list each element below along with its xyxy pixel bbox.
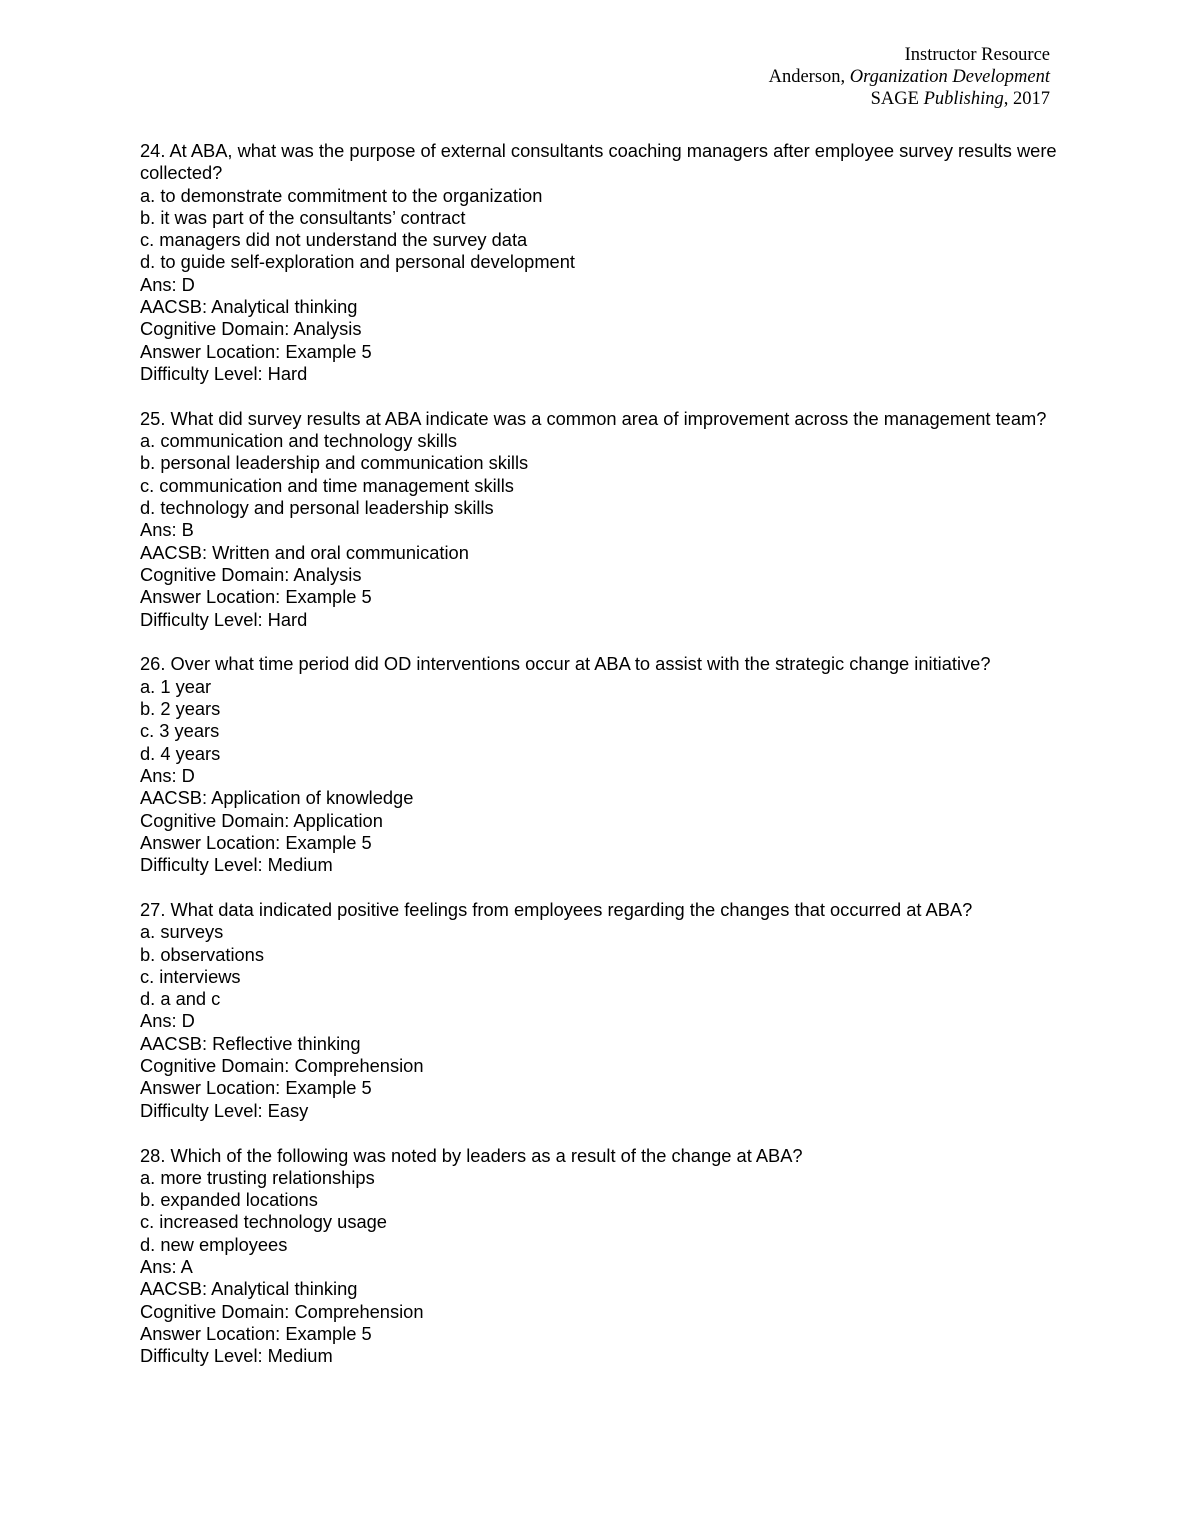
option-b: b. observations [140, 943, 264, 965]
option-c: c. communication and time management skills [140, 474, 514, 496]
aacsb-tag: AACSB: Reflective thinking [140, 1032, 361, 1054]
option-a: a. 1 year [140, 675, 212, 697]
option-a: a. to demonstrate commitment to the organization [140, 184, 543, 206]
cognitive-domain: Cognitive Domain: Application [140, 809, 383, 831]
answer-key: Ans: D [140, 764, 195, 786]
option-c: c. 3 years [140, 720, 220, 742]
difficulty-level: Difficulty Level: Medium [140, 1345, 333, 1367]
option-b: b. personal leadership and communication skills [140, 452, 529, 474]
header-imprint: Publishing [923, 89, 1004, 110]
header-author-title [769, 66, 1050, 88]
answer-location: Answer Location: Example 5 [140, 586, 372, 608]
answer-key: Ans: A [140, 1256, 193, 1278]
option-d: d. 4 years [140, 742, 221, 764]
question-stem: 28. Which of the following was noted by leaders as a result of the change at ABA? [140, 1144, 803, 1166]
difficulty-level: Difficulty Level: Medium [140, 854, 333, 876]
answer-location: Answer Location: Example 5 [140, 831, 372, 853]
option-d: d. new employees [140, 1233, 288, 1255]
cognitive-domain: Cognitive Domain: Comprehension [140, 1055, 424, 1077]
question-27 [140, 899, 1060, 1122]
aacsb-tag: AACSB: Analytical thinking [140, 296, 358, 318]
answer-location: Answer Location: Example 5 [140, 1322, 372, 1344]
option-d: d. a and c [140, 988, 221, 1010]
difficulty-level: Difficulty Level: Hard [140, 362, 308, 384]
question-stem: 25. What did survey results at ABA indicate was a common area of improvement across the management team? [140, 407, 1047, 429]
difficulty-level: Difficulty Level: Easy [140, 1099, 309, 1121]
header-publisher-line [769, 88, 1050, 110]
header-publisher: SAGE [870, 89, 924, 110]
header-author: Anderson, [768, 67, 850, 88]
question-25 [140, 408, 1060, 631]
question-list [140, 140, 1060, 1390]
option-a: a. more trusting relationships [140, 1166, 375, 1188]
question-stem: 27. What data indicated positive feelings from employees regarding the changes that occurred at ABA? [140, 898, 973, 920]
answer-location: Answer Location: Example 5 [140, 1077, 372, 1099]
aacsb-tag: AACSB: Written and oral communication [140, 541, 469, 563]
difficulty-level: Difficulty Level: Hard [140, 608, 308, 630]
option-c: c. managers did not understand the survey data [140, 229, 528, 251]
option-c: c. interviews [140, 965, 241, 987]
option-d: d. technology and personal leadership skills [140, 497, 494, 519]
page-header [769, 44, 1050, 111]
option-a: a. communication and technology skills [140, 430, 458, 452]
option-c: c. increased technology usage [140, 1211, 387, 1233]
answer-key: Ans: D [140, 273, 195, 295]
cognitive-domain: Cognitive Domain: Comprehension [140, 1300, 424, 1322]
question-26 [140, 653, 1060, 876]
aacsb-tag: AACSB: Analytical thinking [140, 1278, 358, 1300]
option-a: a. surveys [140, 921, 224, 943]
cognitive-domain: Cognitive Domain: Analysis [140, 563, 362, 585]
answer-location: Answer Location: Example 5 [140, 340, 372, 362]
question-24 [140, 140, 1060, 385]
question-28 [140, 1145, 1060, 1368]
header-resource-label: Instructor Resource [904, 45, 1050, 65]
option-b: b. 2 years [140, 698, 221, 720]
answer-key: Ans: D [140, 1010, 195, 1032]
answer-key: Ans: B [140, 519, 194, 541]
option-b: b. it was part of the consultants’ contract [140, 206, 466, 228]
cognitive-domain: Cognitive Domain: Analysis [140, 318, 362, 340]
option-b: b. expanded locations [140, 1189, 318, 1211]
header-book-title: Organization Development [849, 67, 1050, 88]
question-stem: 26. Over what time period did OD interventions occur at ABA to assist with the strategic change initiative? [140, 653, 991, 675]
header-year: , 2017 [1003, 89, 1050, 110]
aacsb-tag: AACSB: Application of knowledge [140, 787, 414, 809]
option-d: d. to guide self-exploration and personal development [140, 251, 575, 273]
question-stem: 24. At ABA, what was the purpose of external consultants coaching managers after employee survey results were collected? [140, 140, 1057, 184]
